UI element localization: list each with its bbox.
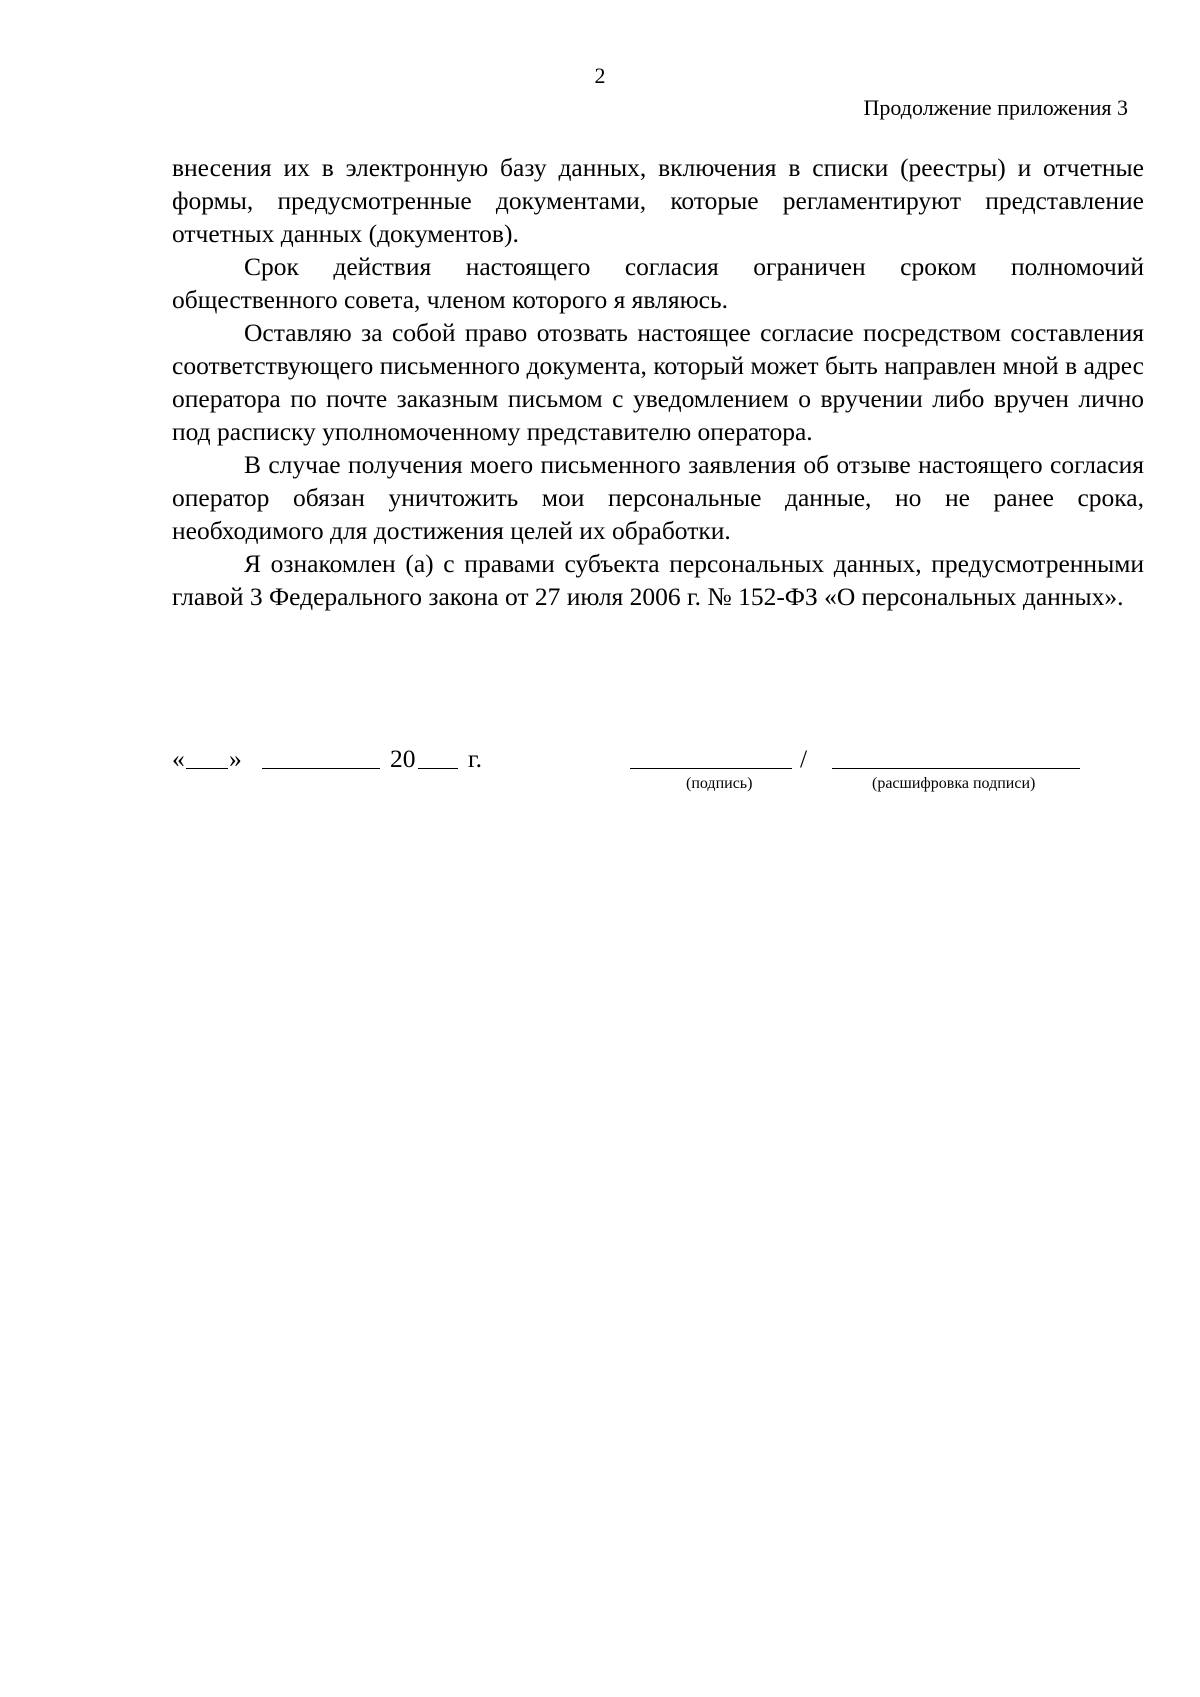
signature-blank[interactable] bbox=[630, 768, 792, 769]
paragraph-acknowledgement: Я ознакомлен (а) с правами субъекта персональных данных, предусмотренными главой 3 Федерального закона от 27 июля 2006 г. № 152-ФЗ «О персональных данных». bbox=[172, 549, 1144, 611]
page-number: 2 bbox=[594, 63, 606, 88]
paragraph-revocation-right: Оставляю за собой право отозвать настоящее согласие посредством составления соответствующего письменного документа, который может быть направлен мной в адрес оператора по почте заказным письмом с уведомлением о вручении либо вручен лично под расписку уполномоченному представителю оператора. bbox=[172, 318, 1144, 446]
signature-row bbox=[172, 744, 1144, 804]
date-open-quote: « bbox=[172, 744, 185, 773]
signature-decoding-caption: (расшифровка подписи) bbox=[872, 775, 1036, 792]
signature-caption: (подпись) bbox=[686, 775, 753, 792]
date-year-blank[interactable] bbox=[418, 768, 458, 769]
paragraph-revocation-consequence: В случае получения моего письменного заявления об отзыве настоящего согласия оператор обязан уничтожить мои персональные данные, но не ранее срока, необходимого для достижения целей их обработки. bbox=[172, 450, 1144, 545]
date-year-prefix: 20 bbox=[390, 744, 416, 773]
date-year-suffix: г. bbox=[468, 744, 482, 773]
paragraph-continuation: внесения их в электронную базу данных, включения в списки (реестры) и отчетные формы, предусмотренные документами, которые регламентируют представление отчетных данных (документов). bbox=[172, 153, 1144, 248]
consent-body bbox=[172, 151, 1144, 613]
date-month-blank[interactable] bbox=[262, 768, 380, 769]
continuation-label: Продолжение приложения 3 bbox=[863, 95, 1128, 120]
date-day-blank[interactable] bbox=[186, 768, 228, 769]
date-close-quote: » bbox=[229, 744, 242, 773]
signature-decoding-blank[interactable] bbox=[832, 768, 1080, 769]
paragraph-validity-term: Срок действия настоящего согласия ограничен сроком полномочий общественного совета, членом которого я являюсь. bbox=[172, 252, 1144, 314]
signature-slash: / bbox=[800, 744, 808, 773]
